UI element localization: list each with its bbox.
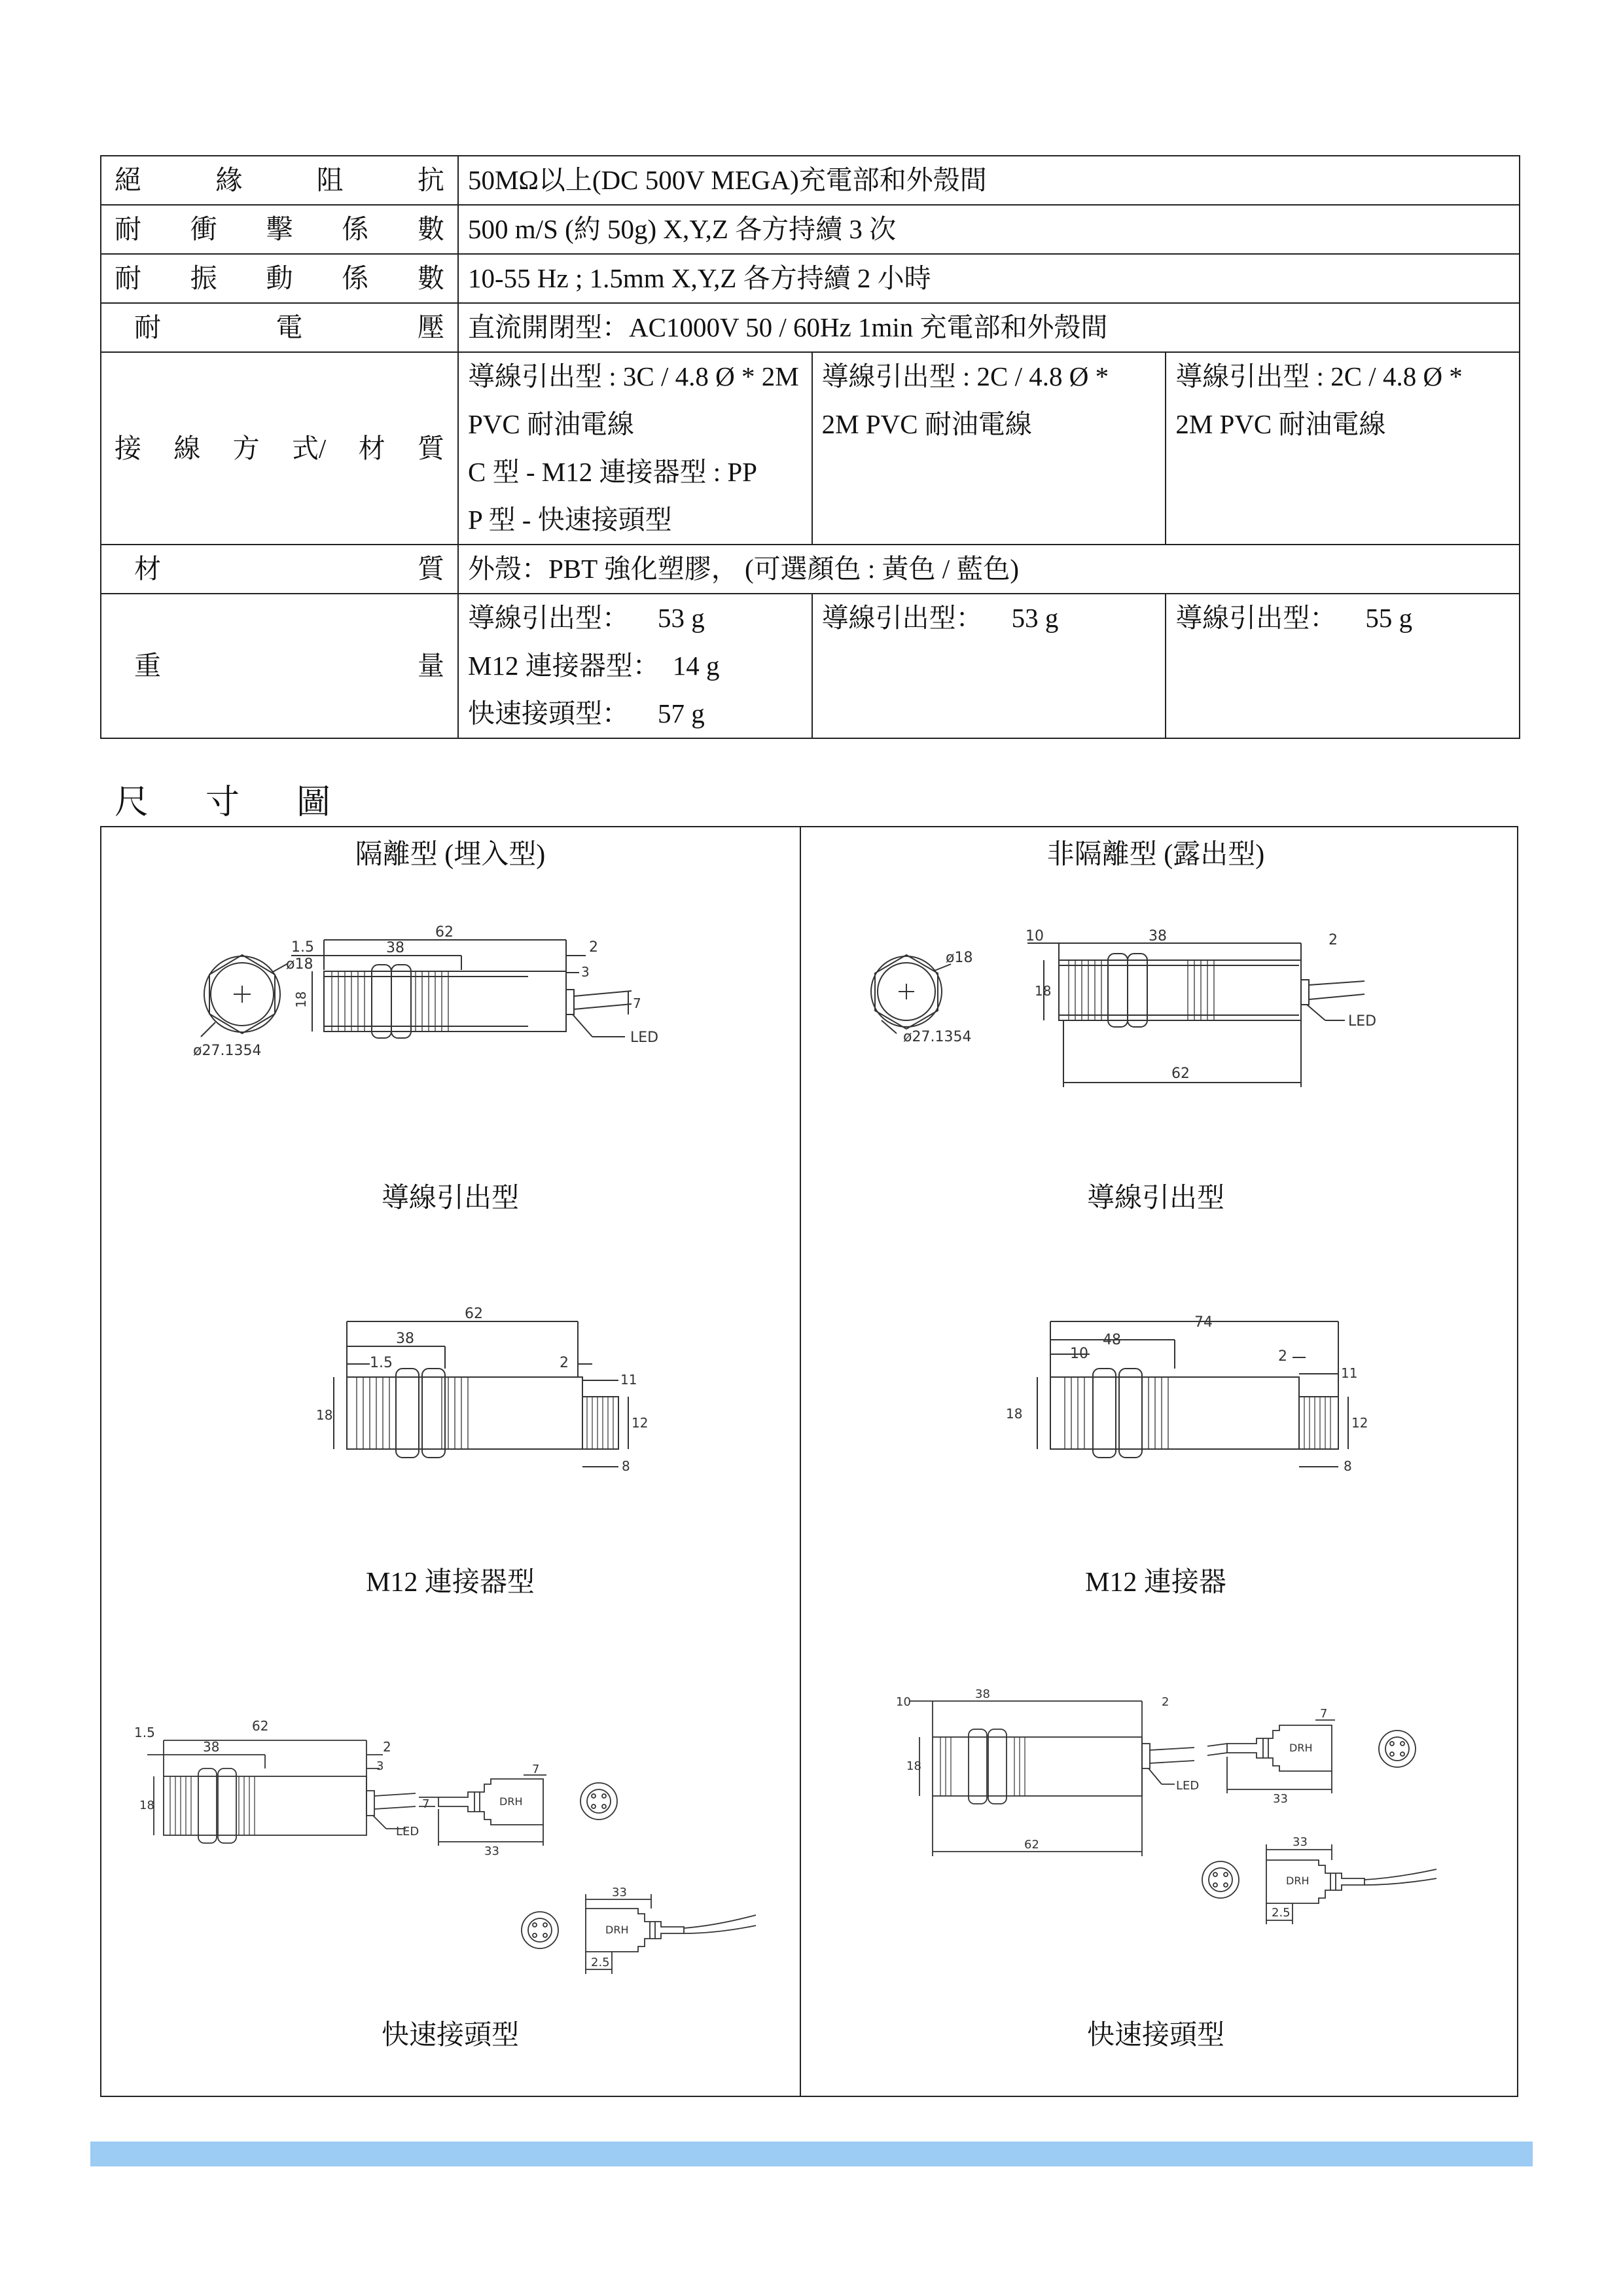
right-heading: 非隔離型 (露出型): [1046, 840, 1265, 870]
spec-label: 耐 衝 擊 係 數: [101, 205, 458, 254]
dim-body: 38: [1149, 928, 1167, 944]
dim-conn-h: 12: [632, 1415, 649, 1431]
dim-dia: 18: [139, 1799, 154, 1812]
dim-thread-dia: ø18: [286, 956, 313, 973]
dim-lead: 10: [1026, 928, 1044, 944]
dim-plug-h: 7: [1320, 1707, 1328, 1721]
drawing-l3: [128, 1718, 756, 1979]
spec-value: 10-55 Hz ; 1.5mm X,Y,Z 各方持續 2 小時: [458, 254, 1520, 303]
spec-value-col1: 導線引出型 : 3C / 4.8 Ø * 2M PVC 耐油電線 C 型 - M12 連接器型 : PP P 型 - 快速接頭型: [458, 352, 812, 545]
spec-row-shock: [101, 205, 1520, 254]
caption-r1: 導線引出型: [1086, 1183, 1225, 1213]
dim-hex: ø27.1354: [193, 1043, 262, 1059]
spec-value: 外殼：PBT 強化塑膠， (可選顏色 : 黃色 / 藍色): [458, 545, 1520, 594]
spec-row-weight: [101, 594, 1520, 738]
column-divider: [800, 827, 801, 2096]
spec-value-col3: 導線引出型 : 2C / 4.8 Ø * 2M PVC 耐油電線: [1166, 352, 1520, 545]
drawing-l2: [316, 1306, 658, 1479]
dim-tail: 2: [383, 1739, 391, 1755]
dim-lead: 1.5: [134, 1725, 155, 1740]
spec-row-material: [101, 545, 1520, 594]
spec-row-vibration: [101, 254, 1520, 303]
dim-dia: 18: [906, 1759, 921, 1773]
dim-conn-w: 8: [622, 1458, 630, 1474]
spec-value: 50MΩ以上(DC 500V MEGA)充電部和外殼間: [458, 156, 1520, 205]
dim-plug-s: 2.5: [1272, 1906, 1291, 1920]
dim-dia: 18: [1035, 983, 1052, 999]
dim-pin: 11: [1341, 1365, 1358, 1381]
dim-cable: 7: [422, 1797, 430, 1811]
spec-value-col2: 導線引出型 : 2C / 4.8 Ø * 2M PVC 耐油電線: [812, 352, 1166, 545]
spec-row-wiring: [101, 352, 1520, 545]
spec-table: [100, 155, 1520, 739]
dim-dia: 18: [293, 991, 309, 1008]
section-title: 尺 寸 圖: [115, 784, 330, 821]
dim-tail: 2: [1162, 1695, 1169, 1709]
dim-plug-b: 33: [1293, 1835, 1308, 1849]
dim-plug: 33: [484, 1844, 499, 1858]
spec-label: 絕 緣 阻 抗: [101, 156, 458, 205]
dim-body: 38: [386, 940, 404, 956]
dim-thread-dia: ø18: [946, 950, 973, 966]
dim-lead: 1.5: [291, 939, 314, 956]
spec-row-insulation: [101, 156, 1520, 205]
drawing-r1: [841, 928, 1430, 1119]
spec-label: 耐 振 動 係 數: [101, 254, 458, 303]
drh-label-lower: DRH: [605, 1924, 629, 1936]
dim-dia: 18: [1006, 1406, 1023, 1422]
spec-value: 直流開閉型：AC1000V 50 / 60Hz 1min 充電部和外殼間: [458, 303, 1520, 352]
dim-lead: 10: [1070, 1346, 1088, 1362]
drh-label-lower: DRH: [1286, 1874, 1310, 1887]
dim-plug-b: 33: [612, 1886, 627, 1899]
dim-conn-w: 8: [1344, 1458, 1352, 1474]
dim-led-width: 3: [376, 1759, 384, 1773]
spec-value-col3: 導線引出型： 55 g: [1166, 594, 1520, 738]
caption-l2: M12 連接器型: [366, 1568, 535, 1598]
dim-lead: 1.5: [370, 1355, 393, 1371]
dim-total: 62: [1024, 1838, 1039, 1852]
dim-hex: ø27.1354: [903, 1029, 972, 1045]
led-label: LED: [630, 1030, 659, 1046]
dim-cable: 7: [633, 996, 641, 1011]
dim-dia: 18: [316, 1407, 333, 1423]
spec-label: 材 質: [101, 545, 458, 594]
dim-tail: 2: [589, 939, 598, 956]
spec-value: 500 m/S (約 50g) X,Y,Z 各方持續 3 次: [458, 205, 1520, 254]
led-label: LED: [1176, 1779, 1200, 1793]
dim-plug-s: 2.5: [591, 1956, 610, 1969]
dim-conn-h: 12: [1351, 1415, 1368, 1431]
dim-body: 48: [1103, 1332, 1121, 1348]
drawing-r3: [874, 1687, 1502, 1940]
dim-pin: 11: [620, 1372, 637, 1388]
spec-label: 耐 電 壓: [101, 303, 458, 352]
spec-row-withstand: [101, 303, 1520, 352]
spec-value-col1: 導線引出型： 53 g M12 連接器型： 14 g 快速接頭型： 57 g: [458, 594, 812, 738]
dim-plug-h: 7: [532, 1763, 540, 1776]
drh-label: DRH: [499, 1795, 523, 1808]
spec-label: 重 量: [101, 594, 458, 738]
dim-total: 62: [465, 1306, 483, 1322]
dim-led-width: 3: [581, 964, 590, 980]
caption-l1: 導線引出型: [381, 1183, 520, 1213]
dim-body: 38: [975, 1687, 990, 1701]
footer-bar: [90, 2142, 1533, 2166]
dim-tail: 2: [1278, 1348, 1287, 1365]
caption-r3: 快速接頭型: [1086, 2020, 1225, 2051]
dim-plug: 33: [1273, 1792, 1288, 1806]
dim-total: 62: [435, 924, 454, 941]
dim-tail: 2: [1329, 932, 1338, 948]
dim-total: 62: [252, 1718, 269, 1734]
dim-body: 38: [203, 1739, 220, 1755]
dim-total: 74: [1194, 1314, 1213, 1331]
dim-lead: 10: [896, 1695, 911, 1709]
spec-value-col2: 導線引出型： 53 g: [812, 594, 1166, 738]
led-label: LED: [1348, 1013, 1377, 1030]
dim-body: 38: [396, 1331, 414, 1347]
left-heading: 隔離型 (埋入型): [355, 840, 546, 870]
caption-r2: M12 連接器: [1085, 1568, 1226, 1598]
drh-label: DRH: [1289, 1742, 1313, 1754]
caption-l3: 快速接頭型: [381, 2020, 520, 2051]
dim-tail: 2: [560, 1355, 569, 1371]
dimension-drawings: [100, 826, 1518, 2097]
dim-total: 62: [1171, 1066, 1190, 1082]
drawing-r2: [1005, 1315, 1371, 1479]
drawing-l1: [160, 924, 749, 1115]
spec-label: 接 線 方 式/ 材 質: [101, 352, 458, 545]
led-label: LED: [396, 1825, 419, 1839]
